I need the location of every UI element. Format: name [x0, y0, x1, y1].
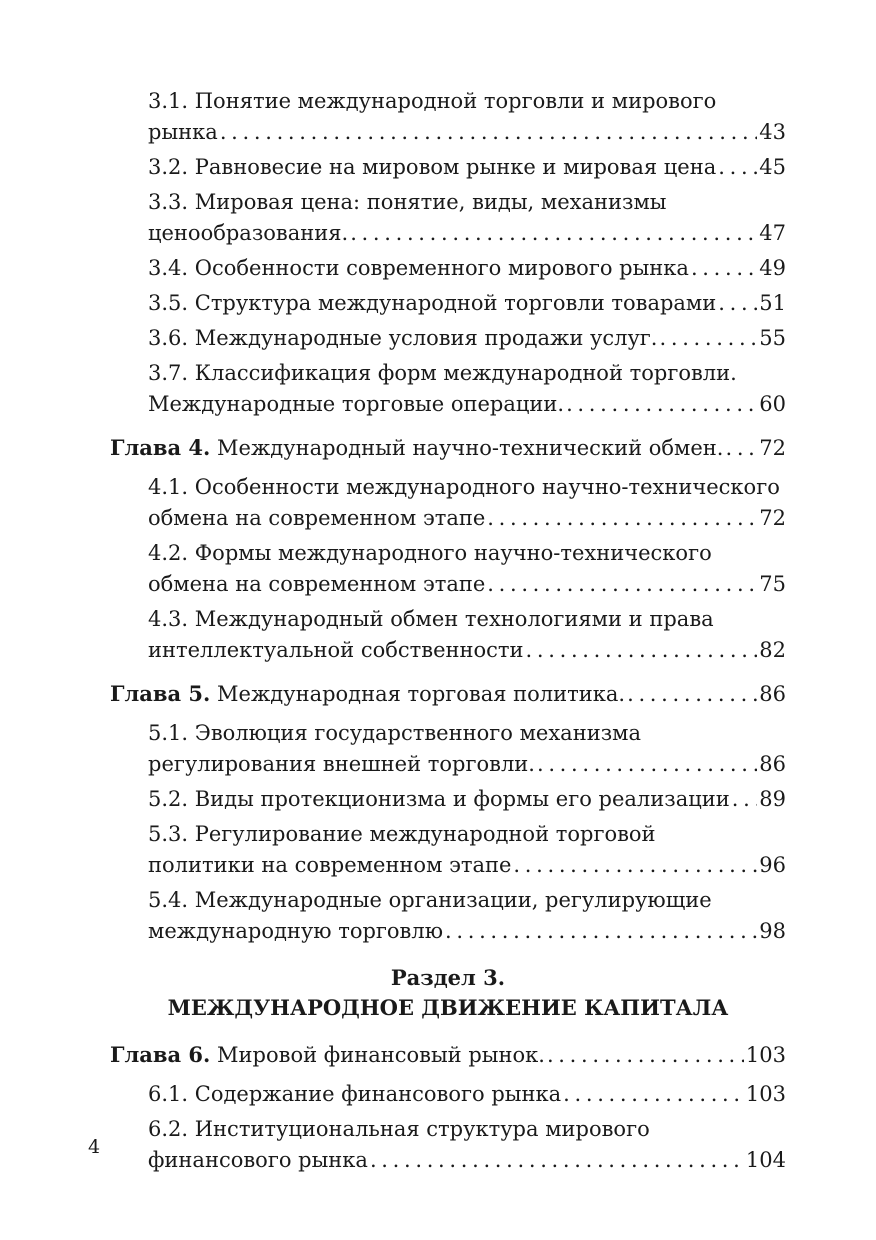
- toc-entry-5-3: [148, 819, 786, 881]
- chapter-label: Глава 5.: [110, 681, 211, 706]
- section-number: Раздел 3.: [390, 965, 506, 990]
- toc-entry-title: 5.2. Виды протекционизма и формы его реализации: [148, 787, 730, 811]
- toc-page-number: 103: [745, 1043, 786, 1067]
- toc-entry-title: 3.5. Структура международной торговли товарами: [148, 291, 717, 315]
- toc-entry-row: [110, 678, 786, 710]
- toc-entry-3-2: [148, 152, 786, 183]
- toc-entry-title: обмена на современном этапе: [148, 572, 486, 596]
- toc-entry-row: [148, 218, 786, 249]
- page-number: 4: [88, 1136, 101, 1158]
- toc-page-number: 45: [759, 155, 786, 179]
- toc-entry-title: ценообразования.: [148, 221, 349, 245]
- toc-entry-title-line: 5.4. Международные организации, регулирующие: [148, 888, 712, 912]
- toc-entry-title: [110, 678, 625, 710]
- toc-entry-title-line: 4.2. Формы международного научно-технического: [148, 541, 712, 565]
- toc-page-number: 47: [759, 221, 786, 245]
- toc-entry-4-3: [148, 604, 786, 666]
- toc-entry-row: [148, 1079, 786, 1110]
- toc-page-number: 89: [759, 787, 786, 811]
- dot-leader: [350, 218, 757, 249]
- toc-entry-3-4: [148, 253, 786, 284]
- toc-entry-title: финансового рынка: [148, 1148, 368, 1172]
- dot-leader: [526, 635, 758, 666]
- toc-entry-title-line: 3.7. Классификация форм международной торговли.: [148, 361, 737, 385]
- toc-entry-5-4: [148, 885, 786, 947]
- dot-leader: [732, 784, 758, 815]
- dot-leader: [563, 1079, 744, 1110]
- chapter-title: Международный научно-технический обмен.: [217, 436, 724, 460]
- toc-entry-title: 6.1. Содержание финансового рынка: [148, 1082, 562, 1106]
- toc-entry-row: [148, 850, 786, 881]
- toc-entry-row: [148, 635, 786, 666]
- dot-leader: [627, 679, 757, 710]
- toc-entry-title: интеллектуальной собственности: [148, 638, 524, 662]
- toc-entry-6-1: [148, 1079, 786, 1110]
- dot-leader: [445, 916, 757, 947]
- toc-page-number: 72: [759, 506, 786, 530]
- dot-leader: [220, 117, 757, 148]
- dot-leader: [487, 569, 757, 600]
- toc-entry-row: [148, 569, 786, 600]
- toc-entry-row: [148, 503, 786, 534]
- toc-page-number: 75: [759, 572, 786, 596]
- dot-leader: [718, 288, 757, 319]
- toc-entry-title: обмена на современном этапе: [148, 506, 486, 530]
- toc-entry-3-7: [148, 358, 786, 420]
- dot-leader: [487, 503, 757, 534]
- toc-entry-title-line: 3.3. Мировая цена: понятие, виды, механизмы: [148, 190, 667, 214]
- toc-entry-row: [110, 1039, 786, 1071]
- toc-entry-row: [148, 784, 786, 815]
- dot-leader: [691, 253, 757, 284]
- toc-entry-title-line: 4.1. Особенности международного научно-технического: [148, 475, 780, 499]
- section-title: МЕЖДУНАРОДНОЕ ДВИЖЕНИЕ КАПИТАЛА: [167, 995, 729, 1020]
- toc-entry-title: Международные торговые операции.: [148, 392, 565, 416]
- toc-entry-row: [148, 389, 786, 420]
- toc-page-number: 86: [759, 682, 786, 706]
- toc-entry-title: 3.2. Равновесие на мировом рынке и мировая цена: [148, 155, 717, 179]
- toc-entry-title-line: 5.1. Эволюция государственного механизма: [148, 721, 641, 745]
- toc-entry-3-3: [148, 187, 786, 249]
- toc-entry-title: [110, 432, 723, 464]
- toc-entry-5-2: [148, 784, 786, 815]
- dot-leader: [566, 389, 757, 420]
- toc-entry-6-2: [148, 1114, 786, 1176]
- toc-page-number: 98: [759, 919, 786, 943]
- toc-chapter-6: [110, 1039, 786, 1071]
- toc-entry-4-2: [148, 538, 786, 600]
- toc-entry-row: [148, 117, 786, 148]
- toc-entry-title-line: 6.2. Институциональная структура мирового: [148, 1117, 650, 1141]
- toc-entry-row: [110, 432, 786, 464]
- toc-entry-3-5: [148, 288, 786, 319]
- toc-page-number: 82: [759, 638, 786, 662]
- toc-entry-title: международную торговлю: [148, 919, 444, 943]
- toc-entry-row: [148, 253, 786, 284]
- toc-page-number: 43: [759, 120, 786, 144]
- toc-entry-title-line: 5.3. Регулирование международной торговой: [148, 822, 656, 846]
- toc-entry-3-1: [148, 86, 786, 148]
- toc-entry-title: регулирования внешней торговли.: [148, 752, 535, 776]
- toc-page-number: 103: [745, 1082, 786, 1106]
- toc-entry-5-1: [148, 718, 786, 780]
- toc-entry-row: [148, 916, 786, 947]
- toc-page-number: 86: [759, 752, 786, 776]
- toc-entry-row: [148, 323, 786, 354]
- dot-leader: [547, 1040, 744, 1071]
- toc-entry-row: [148, 749, 786, 780]
- section-heading: [110, 963, 786, 1023]
- chapter-label: Глава 4.: [110, 435, 211, 460]
- dot-leader: [718, 152, 757, 183]
- toc-page-number: 49: [759, 256, 786, 280]
- toc-entry-row: [148, 288, 786, 319]
- chapter-label: Глава 6.: [110, 1042, 211, 1067]
- toc-entry-title: рынка: [148, 120, 218, 144]
- toc-page-number: 104: [745, 1148, 786, 1172]
- chapter-title: Мировой финансовый рынок.: [217, 1043, 545, 1067]
- dot-leader: [725, 433, 757, 464]
- toc-entry-3-6: [148, 323, 786, 354]
- toc-entry-row: [148, 152, 786, 183]
- toc-entry-title-line: 4.3. Международный обмен технологиями и права: [148, 607, 714, 631]
- toc-page-number: 96: [759, 853, 786, 877]
- toc-page-number: 51: [759, 291, 786, 315]
- toc-chapter-4: [110, 432, 786, 464]
- toc-entry-title: политики на современном этапе: [148, 853, 512, 877]
- chapter-title: Международная торговая политика.: [217, 682, 626, 706]
- toc-entry-title: [110, 1039, 545, 1071]
- dot-leader: [537, 749, 757, 780]
- table-of-contents: [110, 86, 786, 1180]
- dot-leader: [370, 1145, 744, 1176]
- dot-leader: [660, 323, 758, 354]
- toc-entry-row: [148, 1145, 786, 1176]
- toc-entry-title: 3.6. Международные условия продажи услуг.: [148, 326, 658, 350]
- toc-page-number: 55: [759, 326, 786, 350]
- dot-leader: [513, 850, 757, 881]
- toc-chapter-5: [110, 678, 786, 710]
- toc-entry-4-1: [148, 472, 786, 534]
- toc-page-number: 72: [759, 436, 786, 460]
- toc-entry-title: 3.4. Особенности современного мирового рынка: [148, 256, 689, 280]
- toc-page-number: 60: [759, 392, 786, 416]
- toc-entry-title-line: 3.1. Понятие международной торговли и мирового: [148, 89, 717, 113]
